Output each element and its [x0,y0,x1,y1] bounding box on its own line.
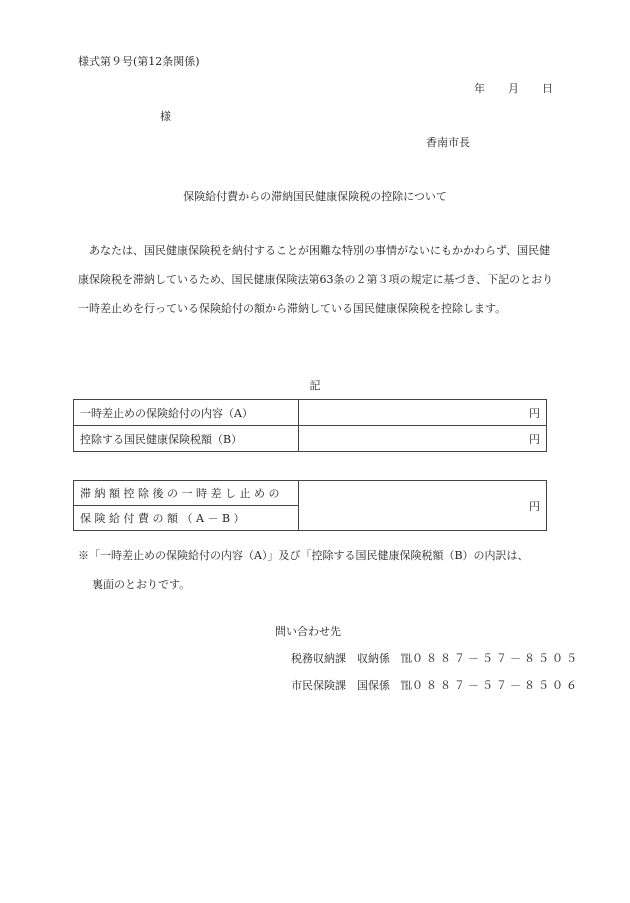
row-label: 控除する国民健康保険税額（B） [74,426,299,452]
contact-tel: ０８８７－５７－８５０６ [412,679,580,692]
tel-icon: ℡ [401,679,412,692]
form-label: 様式第９号(第12条関係) [78,55,200,68]
contact-section: 収納係 [357,652,390,665]
row-label: 一時差止めの保険給付の内容（A） [74,400,299,426]
remaining-amount-table [73,480,547,531]
contact-line [291,677,580,693]
contact-dept: 市民保険課 [291,679,346,692]
date-line [474,80,553,96]
sender: 香南市長 [426,136,470,149]
addressee: 様 [160,110,171,123]
row-yen: 円 [299,426,547,452]
contact-title: 問い合わせ先 [275,625,341,638]
contact-dept: 税務収納課 [291,652,346,665]
table-row [74,400,547,426]
date-year: 年 [474,82,485,95]
row-label-line2: 保険給付費の額（A－B） [74,506,299,531]
contact-line [291,650,580,666]
note-line1: ※「一時差止めの保険給付の内容（A）」及び「控除する国民健康保険税額（B）の内訳は、 [78,549,529,562]
contact-section: 国保係 [357,679,390,692]
table-row [74,481,547,506]
date-month: 月 [508,82,519,95]
row-label-line1: 滞納額控除後の一時差し止めの [74,481,299,506]
document-title: 保険給付費からの滞納国民健康保険税の控除について [183,190,447,203]
note-line2: 裏面のとおりです。 [92,578,191,591]
body-text: あなたは、国民健康保険税を納付することが困難な特別の事情がないにもかかわらず、国民健康保険税を滞納しているため、国民健康保険法第63条の２第３項の規定に基づき、下記のとおり一時差止めを行っている保険給付の額から滞納している国民健康保険税を控除します。 [78,244,554,315]
ki-heading: 記 [309,379,321,392]
row-yen: 円 [299,400,547,426]
table-row [74,426,547,452]
contact-tel: ０８８７－５７－８５０５ [412,652,580,665]
note [78,541,558,599]
amount-table [73,399,547,452]
row-yen: 円 [299,481,547,531]
tel-icon: ℡ [401,652,412,665]
date-day: 日 [542,82,553,95]
